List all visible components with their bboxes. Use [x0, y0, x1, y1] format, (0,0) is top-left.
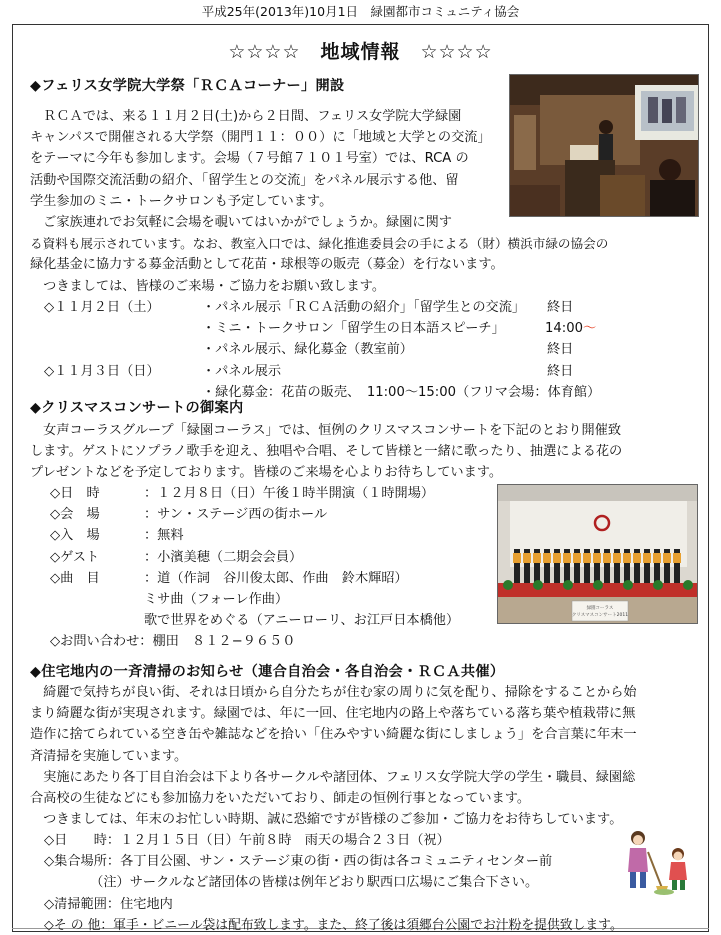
section3-line: まり綺麗な街が実現されます。緑園では、年に一回、住宅地内の路上や落ちている落ち葉や植栽帯に無 — [30, 706, 636, 722]
section3-detail: ◇清掃範囲：住宅地内 — [44, 896, 173, 912]
cleanup-illustration — [618, 828, 696, 896]
schedule-time: 終日 — [547, 363, 574, 379]
lecture-photo-image — [510, 75, 699, 217]
section1-line: る資料も展示されています。なお、教室入口では、緑化推進委員会の手による（財）横浜市緑の協会の — [30, 236, 609, 252]
detail-row — [30, 631, 500, 652]
page-header: 平成25年(2013年)10月1日 緑園都市コミュニティ協会 — [201, 4, 520, 19]
section3-detail: ◇集合場所：各丁目公園、サン・ステージ東の街・西の街は各コミュニティセンター前 — [44, 854, 553, 870]
schedule-time: 終日 — [547, 342, 574, 358]
section1-line: をテーマに今年も参加します。会場（７号館７１０１号室）では、RCA の — [30, 151, 469, 167]
detail-row — [30, 504, 500, 525]
section3-detail: ◇そ の 他：軍手・ビニール袋は配布致します。また、終了後は須郷台公園でお汁粉を提供致します。 — [44, 917, 623, 933]
schedule-item: ・パネル展示、緑化募金（教室前） — [202, 342, 413, 358]
sweeping-people-icon — [618, 828, 696, 896]
schedule-row — [30, 339, 700, 360]
detail-label: ◇ゲスト — [50, 549, 100, 565]
banner-text-line1: 緑園コーラス — [586, 606, 614, 611]
detail-value: ：道（作詞 谷川俊太郎、作曲 鈴木輝昭） — [144, 570, 408, 586]
detail-row — [30, 525, 500, 546]
schedule-day: ◇１１月３日（日） — [44, 363, 160, 379]
detail-value: ：１２月８日（日）午後１時半開演（１時開場） — [144, 486, 435, 501]
section2-details — [30, 483, 500, 653]
detail-label: ◇入 場 — [50, 528, 100, 544]
section3-line: 合高校の生徒などにも参加協力をいただいており、師走の恒例行事となっています。 — [30, 791, 531, 807]
section3-detail: ◇日 時：１２月１５日（日）午前８時 雨天の場合２３日（祝） — [44, 833, 450, 848]
section2-line: 女声コーラスグループ「緑園コーラス」では、恒例のクリスマスコンサートを下記のとおり開催致 — [30, 423, 622, 438]
schedule-item: ・パネル展示 — [202, 363, 282, 379]
section3-heading: ◆住宅地内の一斉清掃のお知らせ（連合自治会・各自治会・ＲＣＡ共催） — [30, 664, 505, 680]
schedule-time — [545, 318, 596, 339]
schedule-row — [30, 361, 700, 382]
concert-photo — [497, 484, 698, 624]
detail-row — [30, 547, 500, 568]
section1-line: つきましては、皆様のご来場・ご協力をお願い致します。 — [30, 278, 386, 294]
section2-heading: ◆クリスマスコンサートの御案内 — [30, 400, 244, 416]
section2-line: プレゼントなどを予定しております。皆様のご来場を心よりお待ちしています。 — [30, 465, 503, 481]
section1-line: ＲＣＡでは、来る１１月２日(土)から２日間、フェリス女学院大学緑園 — [30, 109, 462, 124]
detail-label: ◇会 場 — [50, 507, 100, 523]
detail-value: ：無料 — [144, 528, 184, 544]
detail-label: ◇曲 目 — [50, 570, 100, 586]
section1-heading: ◆フェリス女学院大学祭「ＲＣＡコーナー」開設 — [30, 78, 345, 94]
section2-line: します。ゲストにソプラノ歌手を迎え、独唱や合唱、そして皆様と一緒に歌ったり、抽選による花の — [30, 444, 623, 460]
section2-body — [30, 420, 622, 484]
section3-line: 実施にあたり各丁目自治会は下より各サークルや諸団体、フェリス女学院大学の学生・職員、緑園総 — [30, 769, 636, 785]
section1-line: 学生参加のミニ・トークサロンも予定しています。 — [30, 193, 333, 209]
detail-value: 歌で世界をめぐる（アニーローリ、お江戸日本橋他） — [144, 613, 460, 629]
lecture-photo — [509, 74, 699, 217]
section1-line: 緑化基金に協力する募金活動として花苗・球根等の販売（募金）を行ないます。 — [30, 257, 504, 273]
concert-photo-image — [498, 485, 698, 624]
page-title: ☆☆☆☆ 地域情報 ☆☆☆☆ — [228, 41, 493, 63]
section3-detail: （注）サークルなど諸団体の皆様は例年どおり駅西口広場にご集合下さい。 — [44, 875, 539, 891]
schedule-item: ・ミニ・トークサロン「留学生の日本語スピーチ」 — [202, 321, 505, 337]
section3-details — [30, 830, 623, 935]
detail-row — [30, 568, 500, 589]
schedule-row — [30, 318, 700, 339]
contact-info: ◇お問い合わせ：棚田 ８１２−９６５０ — [50, 634, 296, 650]
schedule-time-value: 14:00 — [545, 321, 584, 337]
schedule-row — [30, 297, 700, 318]
detail-label: ◇日 時 — [50, 486, 100, 501]
schedule-time: 終日 — [547, 300, 574, 315]
schedule-item: ・パネル展示「ＲＣＡ活動の紹介」「留学生との交流」 — [202, 300, 526, 315]
schedule-time-suffix: 〜 — [583, 321, 597, 337]
schedule-day: ◇１１月２日（土） — [44, 300, 160, 315]
section1-line: 活動や国際交流活動の紹介、「留学生との交流」をパネル展示する他、留 — [30, 172, 459, 188]
section3-line: 綺麗で気持ちが良い街、それは日頃から自分たちが住む家の周りに気を配り、掃除をすることから始 — [30, 685, 637, 700]
detail-value: ミサ曲（フォーレ作曲） — [144, 591, 289, 607]
section3-line: 造作に捨てられている空き缶や雑誌などを拾い「住みやすい綺麗な街にしましょう」を合言葉に年末一 — [30, 727, 637, 743]
section1-schedule — [30, 297, 700, 403]
detail-row — [30, 589, 500, 610]
detail-row — [30, 610, 500, 631]
section1-line: ご家族連れでお気軽に会場を覗いてはいかがでしょうか。緑園に関す — [30, 215, 452, 231]
section3-body — [30, 682, 637, 830]
section1-line: キャンパスで開催される大学祭（開門１１：００）に「地域と大学との交流」 — [30, 130, 491, 146]
banner-text-line2: クリスマスコンサート2011 — [571, 613, 629, 618]
schedule-item: ・緑化募金：花苗の販売、 11:00〜15:00（フリマ会場：体育館） — [202, 384, 601, 400]
detail-value: ：サン・ステージ西の街ホール — [144, 507, 328, 523]
section3-line: 斉清掃を実施しています。 — [30, 748, 188, 764]
detail-row — [30, 483, 500, 504]
section3-line: つきましては、年末のお忙しい時期、誠に恐縮ですが皆様のご参加・ご協力をお待ちしています。 — [30, 812, 623, 828]
detail-value: ：小濱美穂（二期会会員） — [144, 549, 303, 565]
